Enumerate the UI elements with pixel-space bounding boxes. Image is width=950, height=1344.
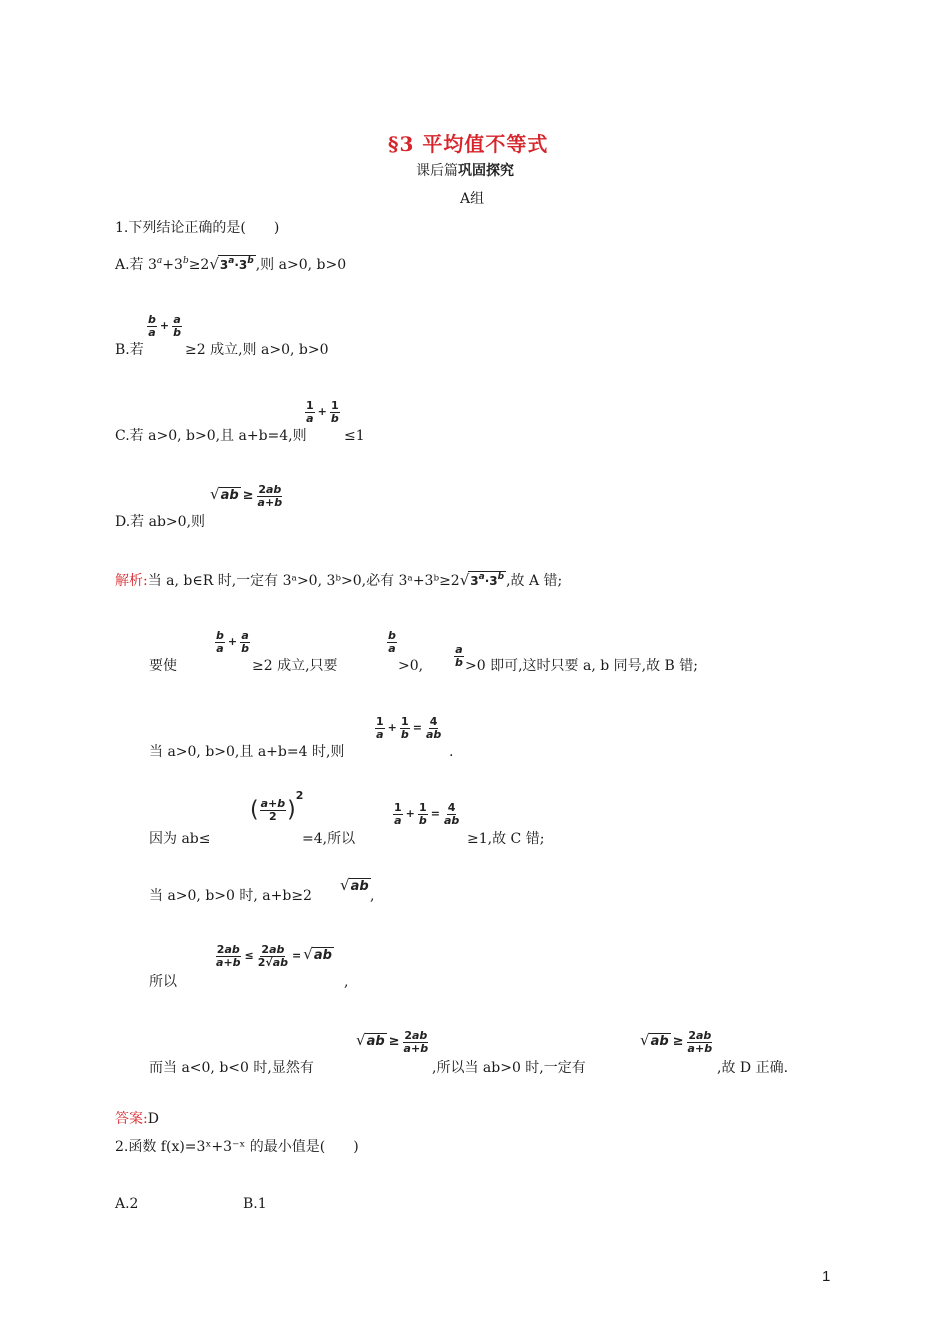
sqrt-ab-ge-2ab-over-a-plus-b: √ab ≥ $\frac{2ab}{a+b}$ — [210, 483, 283, 509]
eq-1a-plus-1b-eq-4-over-ab-2: $\frac{1}{a}$ + $\frac{1}{b}$ = $\frac{4}{ab}$ — [394, 801, 460, 827]
section-title: §3 平均值不等式 — [388, 132, 549, 156]
sqrt-ab-ge-2ab-over-a-plus-b-2: √ab ≥ $\frac{2ab}{a+b}$ — [356, 1029, 429, 1055]
sqrt-3a-3b: $√3^a\cdot 3^b$ — [209, 255, 254, 273]
solution-label: 解析: — [115, 573, 148, 589]
solution-line-1 — [115, 571, 562, 590]
group-label: A组 — [460, 191, 485, 207]
solution-line-6a: 所以 — [149, 974, 177, 990]
solution-line-2d: >0 即可,这时只要 a, b 同号,故 B 错; — [465, 658, 699, 674]
option-a-suffix: ,则 a>0, b>0 — [255, 257, 347, 273]
option-c-prefix: C.若 a>0, b>0,且 a+b=4,则 — [115, 428, 307, 444]
frac-a-over-b: $\frac{a}{b}$ — [455, 643, 463, 669]
solution-line-2a: 要使 — [149, 658, 177, 674]
solution-line-5b: , — [370, 888, 375, 904]
solution-line-4b: =4,所以 — [302, 831, 356, 847]
eq-1a-plus-1b-eq-4-over-ab: $\frac{1}{a}$ + $\frac{1}{b}$ = $\frac{4}{ab}$ — [376, 715, 442, 741]
option-c-suffix: ≤1 — [344, 428, 365, 444]
solution-line-7c: ,故 D 正确. — [717, 1060, 789, 1076]
solution-line-2b: ≥2 成立,只要 — [252, 658, 338, 674]
option-a-mid: ≥2 — [188, 257, 210, 273]
solution-line-4c: ≥1,故 C 错; — [467, 831, 545, 847]
subtitle-plain: 课后篇 — [416, 163, 458, 179]
chain-2ab-le-sqrt-ab: $\frac{2ab}{a+b}$ ≤ $\frac{2ab}{2√ab}$ = √ab — [216, 943, 332, 969]
option-d-prefix: D.若 ab>0,则 — [115, 514, 206, 530]
subtitle — [416, 160, 514, 180]
solution-line-7b: ,所以当 ab>0 时,一定有 — [432, 1060, 586, 1076]
solution-line-5a: 当 a>0, b>0 时, a+b≥2 — [149, 888, 312, 904]
page-number: 1 — [822, 1268, 831, 1285]
solution-line-2c: >0, — [398, 658, 424, 674]
solution-line-3b: . — [449, 744, 454, 760]
sqrt-ab-ge-2ab-over-a-plus-b-3: √ab ≥ $\frac{2ab}{a+b}$ — [640, 1029, 713, 1055]
q2-option-a: A.2 — [115, 1196, 139, 1212]
paren-a-plus-b-over-2-squared: ( $\frac{a+b}{2}$ )$^2$ — [250, 789, 304, 823]
solution-line-6b: , — [344, 974, 349, 990]
question-1-stem: 1.下列结论正确的是( ) — [115, 220, 280, 236]
subtitle-bold: 巩固探究 — [458, 163, 514, 179]
answer-value: D — [147, 1111, 159, 1127]
option-a-prefix: A.若 3 — [115, 257, 157, 273]
answer-line — [115, 1110, 159, 1128]
sqrt-3a-3b-solution: $√3^a\cdot 3^b$ — [459, 571, 505, 589]
answer-label: 答案: — [115, 1111, 148, 1127]
q2-option-b: B.1 — [243, 1196, 267, 1212]
sqrt-ab: √ab — [340, 876, 369, 894]
solution-line-1-text: 当 a, b∈R 时,一定有 3ᵃ>0, 3ᵇ>0,必有 3ᵃ+3ᵇ≥2 — [147, 573, 460, 589]
solution-line-1-end: ,故 A 错; — [506, 573, 563, 589]
frac-b-over-a-plus-a-over-b: $\frac{b}{a}$ + $\frac{a}{b}$ — [148, 313, 181, 339]
option-a: A.若 $3^a+3^b\ge 2√3^a\cdot 3^b$ ,则 a>0, b>0 — [115, 255, 347, 273]
frac-b-over-a: $\frac{b}{a}$ — [388, 629, 396, 655]
option-b-suffix: ≥2 成立,则 a>0, b>0 — [185, 342, 329, 358]
frac-b-over-a-plus-a-over-b-sol: $\frac{b}{a}$ + $\frac{a}{b}$ — [216, 629, 249, 655]
question-2-stem: 2.函数 f(x)=3ˣ+3⁻ˣ 的最小值是( ) — [115, 1139, 359, 1155]
frac-1a-plus-1b: $\frac{1}{a}$ + $\frac{1}{b}$ — [306, 399, 339, 425]
option-b-prefix: B.若 — [115, 342, 144, 358]
solution-line-7a: 而当 a<0, b<0 时,显然有 — [149, 1060, 314, 1076]
solution-line-3a: 当 a>0, b>0,且 a+b=4 时,则 — [149, 744, 345, 760]
solution-line-4a: 因为 ab≤ — [149, 831, 211, 847]
